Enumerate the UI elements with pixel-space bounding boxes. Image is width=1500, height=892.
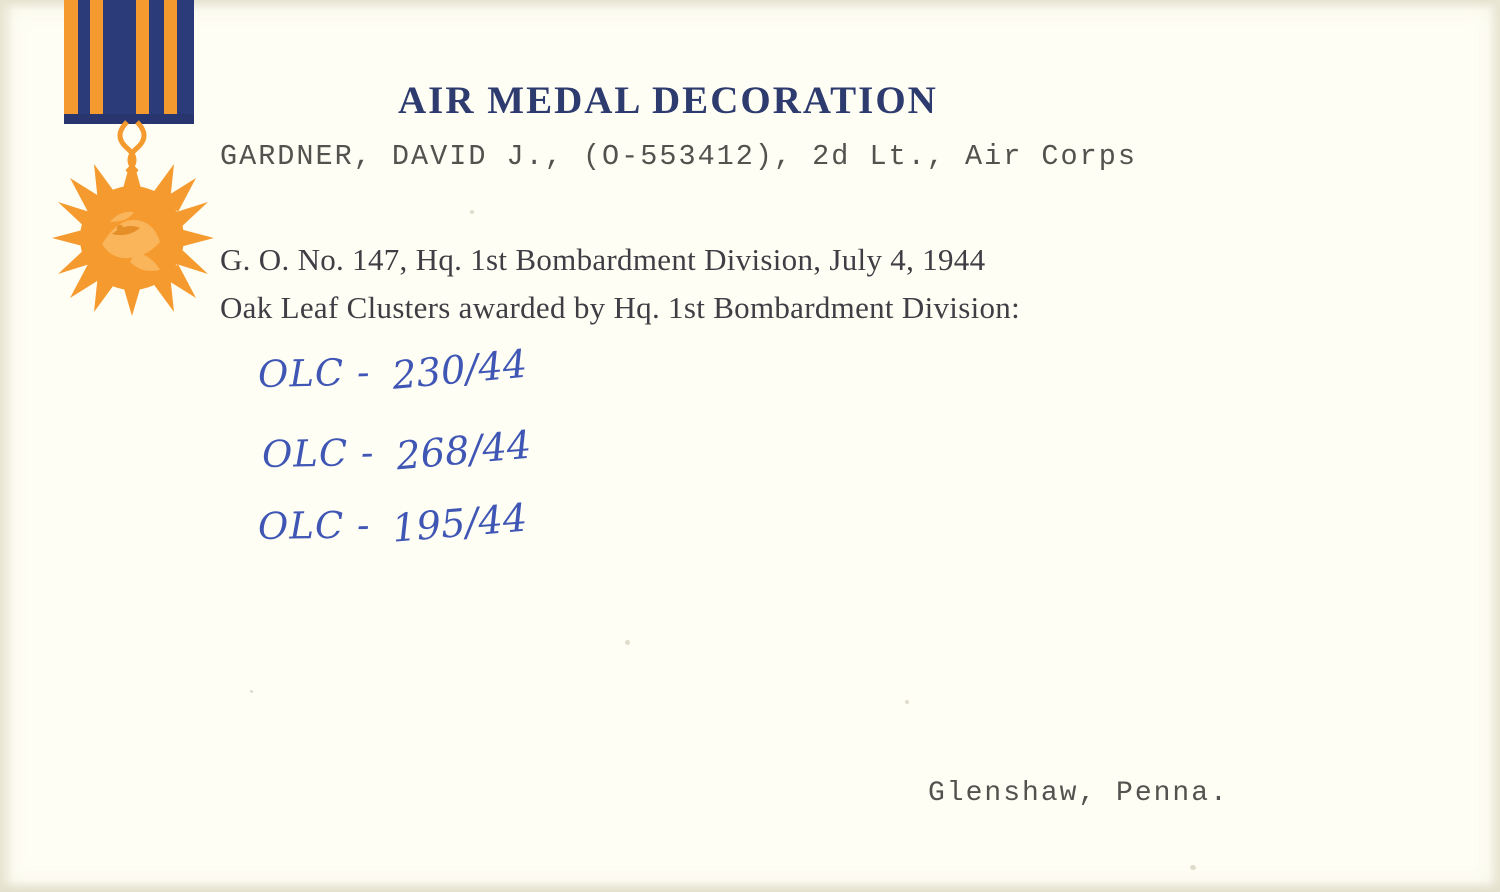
- recipient-line: GARDNER, DAVID J., (O-553412), 2d Lt., Air Corps: [220, 140, 1137, 173]
- paper-speck: [905, 700, 909, 704]
- page-title: AIR MEDAL DECORATION: [398, 79, 938, 122]
- handwritten-number: 230/44: [390, 341, 530, 399]
- handwritten-entry: [257, 341, 530, 399]
- paper-speck: [250, 690, 253, 693]
- handwritten-entry: [261, 422, 534, 480]
- paper-speck: [1190, 865, 1196, 870]
- air-medal-icon: [24, 0, 214, 346]
- paper-speck: [470, 210, 474, 214]
- paper-speck: [625, 640, 630, 645]
- medal-ribbon-icon: [64, 0, 194, 124]
- paper-edge-top: [0, 0, 1500, 10]
- handwritten-number: 268/44: [394, 422, 534, 480]
- paper-edge-bottom: [0, 880, 1500, 892]
- handwritten-label: OLC -: [257, 350, 371, 396]
- location-line: Glenshaw, Penna.: [928, 778, 1229, 809]
- handwritten-number: 195/44: [390, 495, 530, 552]
- paper-edge-left: [0, 0, 14, 892]
- general-order-line: G. O. No. 147, Hq. 1st Bombardment Division, July 4, 1944: [220, 242, 986, 277]
- handwritten-label: OLC -: [261, 431, 375, 476]
- medal-sunburst-icon: [52, 156, 214, 316]
- paper-edge-right: [1488, 0, 1500, 892]
- handwritten-entry: [257, 495, 530, 552]
- oak-leaf-cluster-intro: Oak Leaf Clusters awarded by Hq. 1st Bombardment Division:: [220, 290, 1020, 325]
- handwritten-label: OLC -: [257, 503, 371, 548]
